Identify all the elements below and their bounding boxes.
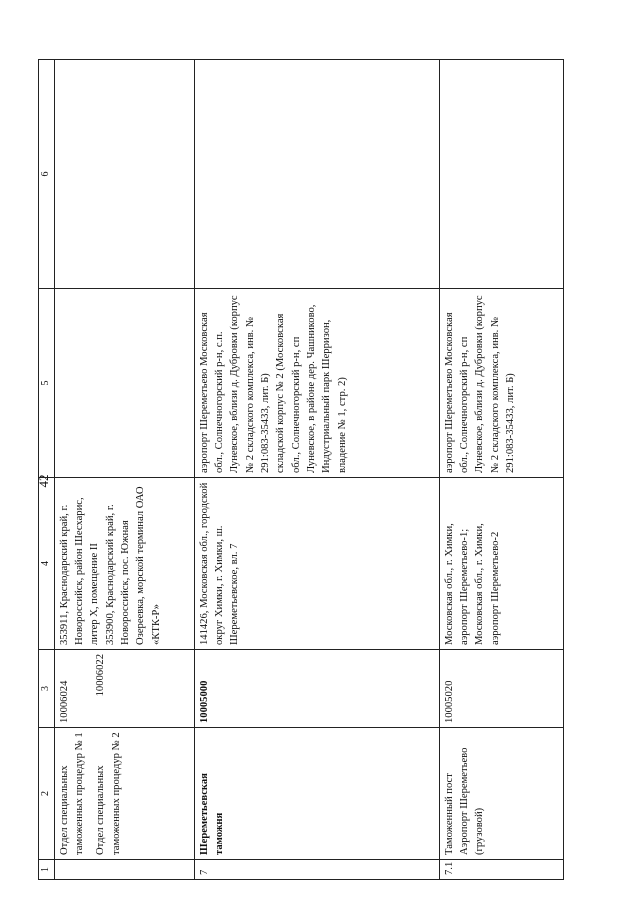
page-number-text: 42	[36, 474, 51, 488]
office-name: Таможенный пост Аэропорт Шереметьево (грузовой)	[439, 728, 563, 860]
office-addresses-cell	[54, 478, 194, 650]
table-header-row	[39, 60, 55, 880]
col-header-1: 1	[39, 860, 55, 880]
location-cell: аэропорт Шереметьево Московская обл., Солнечногорский р-н, сп Луневское, вблизи д. Дубровки (корпус № 2 складского комплекса, инв. № 291:083-35433, лит. Б)	[439, 289, 563, 478]
office-address: 353911, Краснодарский край, г. Новороссийск, район Шесхарис, литер Х, помещение II	[58, 497, 101, 645]
row-number: 7.1	[439, 860, 563, 880]
extra-cell	[194, 60, 439, 289]
col-header-4: 4	[39, 478, 55, 650]
office-codes-cell	[54, 650, 194, 728]
location-entry: складской корпус № 2 (Московская обл., Солнечногорский р-н, сп Луневское, в районе дер. Чашниково, Индустриальный парк Шерризон, владение № 1, стр. 2)	[275, 304, 348, 473]
extra-cell	[54, 60, 194, 289]
table-row	[194, 60, 439, 880]
location-cell	[54, 289, 194, 478]
col-header-3: 3	[39, 650, 55, 728]
office-address: 141426, Московская обл., городской округ Химки, г. Химки, ш. Шереметьевское, вл. 7	[194, 478, 439, 650]
table-row	[54, 60, 194, 880]
office-names-cell	[54, 728, 194, 860]
office-name: Шереметьевская таможня	[194, 728, 439, 860]
table-row	[439, 60, 563, 880]
col-header-5: 5	[39, 289, 55, 478]
extra-cell	[439, 60, 563, 289]
customs-registry-table	[38, 59, 564, 880]
office-address: 353900, Краснодарский край, г. Новороссийск, пос. Южная Озереевка, морской терминал ОАО «КТК-Р»	[104, 486, 162, 645]
col-header-6: 6	[39, 60, 55, 289]
office-name: Отдел специальных таможенных процедур № 2	[95, 732, 122, 855]
rotated-table-container	[38, 60, 563, 880]
row-number	[54, 860, 194, 880]
location-entry: аэропорт Шереметьево Московская обл., Солнечногорский р-н, с.п. Луневское, вблизи д. Дубровки (корпус № 2 складского комплекса, инв. № 291:083-35433, лит. Б)	[198, 295, 271, 473]
office-name: Отдел специальных таможенных процедур № 1	[58, 732, 85, 855]
row-number: 7	[194, 860, 439, 880]
office-code: 10006022	[94, 654, 106, 697]
office-code: 10005020	[439, 650, 563, 728]
col-header-2: 2	[39, 728, 55, 860]
location-cell	[194, 289, 439, 478]
office-code: 10006024	[58, 680, 70, 723]
office-address: Московская обл., г. Химки, аэропорт Шереметьево-1; Московская обл., г. Химки, аэропорт Шереметьево-2	[439, 478, 563, 650]
office-code: 10005000	[194, 650, 439, 728]
